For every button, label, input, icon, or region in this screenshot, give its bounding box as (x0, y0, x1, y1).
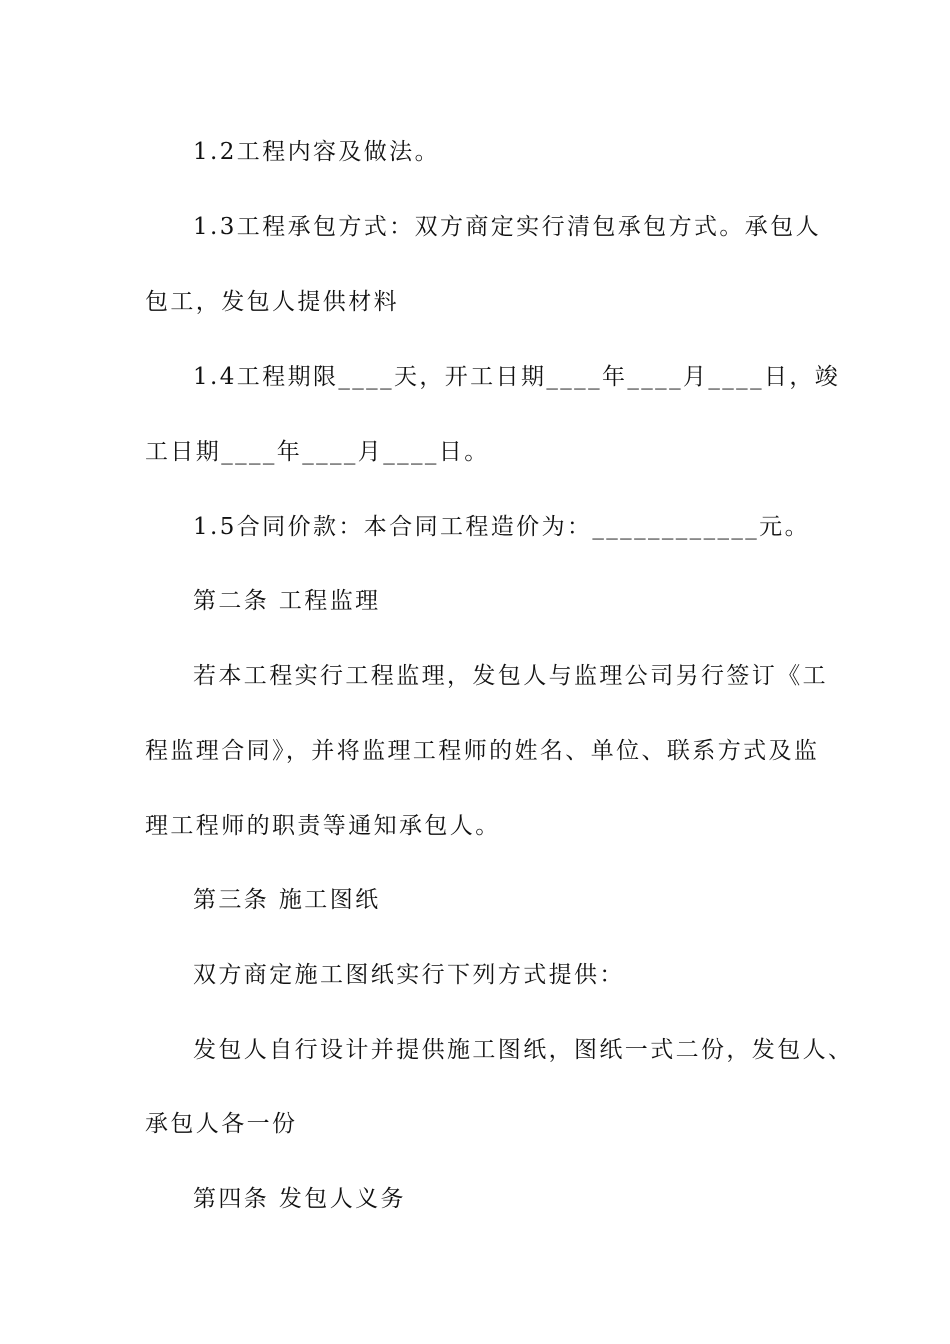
clause-1-3: 1.3工程承包方式：双方商定实行清包承包方式。承包人 (193, 214, 821, 240)
article-3-heading: 第三条 施工图纸 (193, 887, 381, 913)
article-4-heading: 第四条 发包人义务 (193, 1186, 406, 1212)
clause-1-4: 1.4工程期限____天，开工日期____年____月____日，竣 (193, 364, 841, 390)
article-2-paragraph-line-2: 程监理合同》，并将监理工程师的姓名、单位、联系方式及监 (145, 738, 820, 764)
clause-1-5: 1.5合同价款：本合同工程造价为：____________元。 (193, 514, 810, 540)
article-2-paragraph-line-3: 理工程师的职责等通知承包人。 (145, 813, 501, 839)
article-3-paragraph: 双方商定施工图纸实行下列方式提供： (193, 962, 625, 988)
clause-1-2: 1.2工程内容及做法。 (193, 139, 440, 165)
article-3-drawing-provision-continued: 承包人各一份 (145, 1111, 298, 1137)
article-3-drawing-provision: 发包人自行设计并提供施工图纸，图纸一式二份，发包人、 (193, 1037, 854, 1063)
clause-1-3-continued: 包工，发包人提供材料 (145, 289, 399, 315)
article-2-paragraph: 若本工程实行工程监理，发包人与监理公司另行签订《工 (193, 663, 828, 689)
clause-1-4-continued: 工日期____年____月____日。 (145, 439, 490, 465)
article-2-heading: 第二条 工程监理 (193, 588, 381, 614)
